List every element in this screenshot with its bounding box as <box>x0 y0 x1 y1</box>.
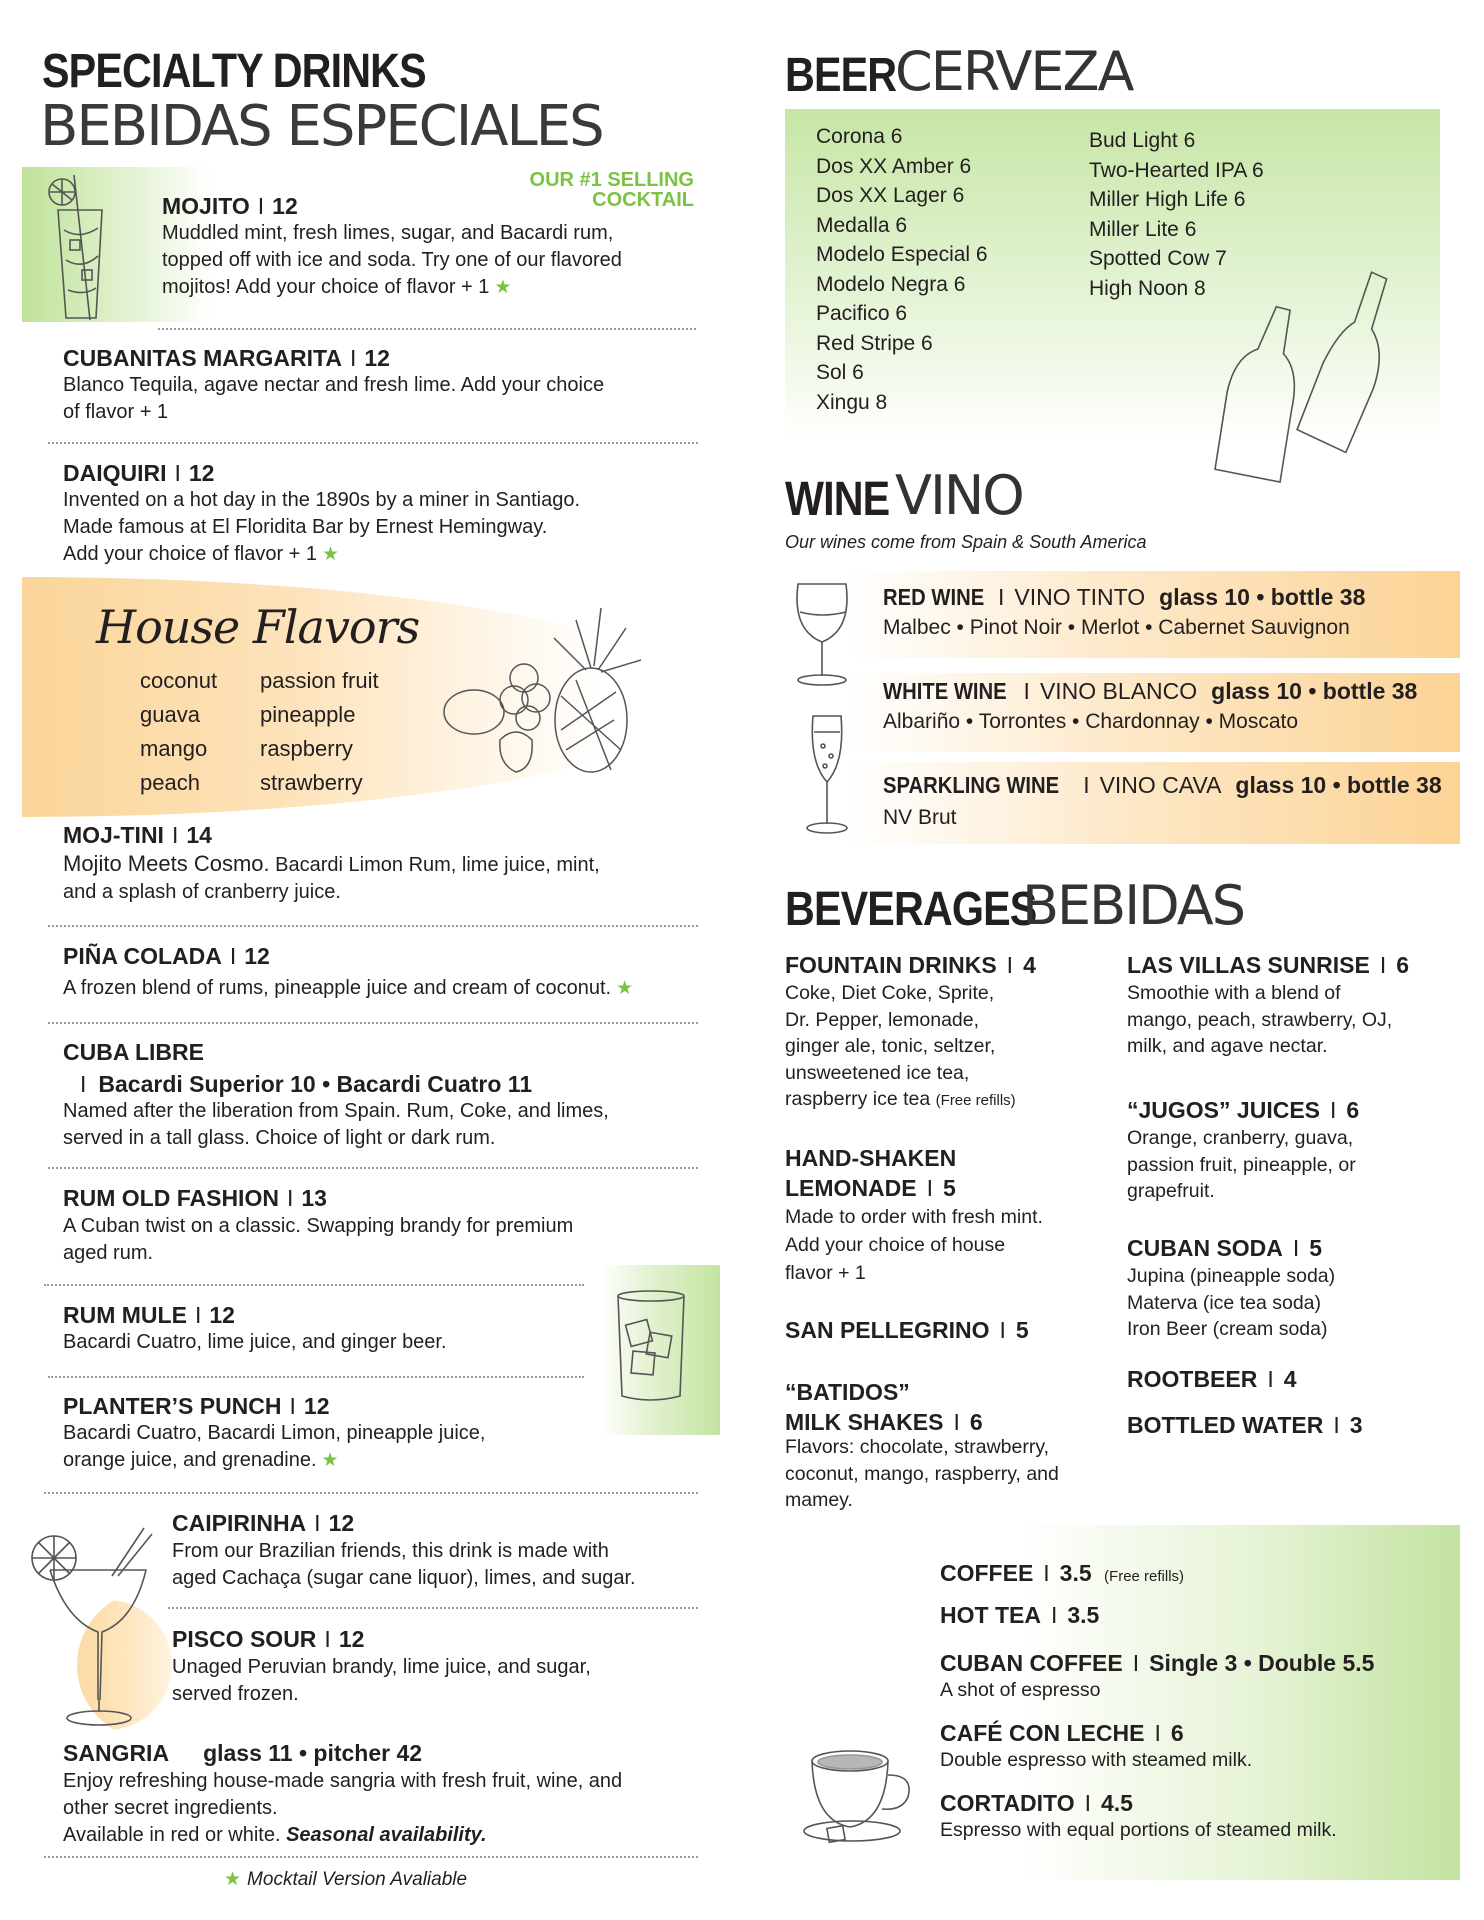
mocktail-star-icon: ★ <box>322 544 340 565</box>
rum-mule-name: RUM MULE I 12 <box>63 1302 235 1328</box>
coffee-cup-icon <box>802 1745 922 1855</box>
mocktail-star-icon: ★ <box>616 978 634 999</box>
sangria-name: SANGRIA glass 11 • pitcher 42 <box>63 1740 423 1766</box>
specialty-title-en: SPECIALTY DRINKS <box>42 45 426 98</box>
mocktail-note: ★ Mocktail Version Avaliable <box>224 1869 468 1890</box>
best-seller-badge <box>510 170 694 210</box>
fountain-drinks-desc: Coke, Diet Coke, Sprite, Dr. Pepper, lemonade, ginger ale, tonic, seltzer, unsweetened ice tea, raspberry ice tea (Free refills) <box>785 982 1016 1110</box>
rum-mule-desc: Bacardi Cuatro, lime juice, and ginger beer. <box>63 1331 447 1353</box>
milk-shakes-desc: Flavors: chocolate, strawberry, coconut, mango, raspberry, and mamey. <box>785 1436 1059 1511</box>
beer-bottles-icon <box>1205 255 1395 485</box>
cubanitas-name: CUBANITAS MARGARITA I 12 <box>63 345 390 371</box>
divider <box>48 925 698 927</box>
jugos-desc: Orange, cranberry, guava, passion fruit, pineapple, or grapefruit. <box>1127 1127 1356 1202</box>
beer-title-en: BEER <box>785 49 897 102</box>
cortadito-desc: Espresso with equal portions of steamed milk. <box>940 1819 1337 1841</box>
badge-line-1: OUR #1 SELLING <box>529 169 694 191</box>
mojito-desc: Muddled mint, fresh limes, sugar, and Bacardi rum, topped off with ice and soda. Try one of our flavored mojitos! Add your choice of flavor + 1 ★ <box>162 220 702 301</box>
cafe-con-leche-name: CAFÉ CON LECHE I 6 <box>940 1720 1184 1746</box>
beer-title-es: CERVEZA <box>895 40 1133 103</box>
mocktail-star-icon: ★ <box>494 277 512 298</box>
cubanitas-desc: Blanco Tequila, agave nectar and fresh lime. Add your choice of flavor + 1 <box>63 374 605 423</box>
san-pellegrino-name: SAN PELLEGRINO I 5 <box>785 1317 1029 1343</box>
coffee-name: COFFEE I 3.5 (Free refills) <box>940 1560 1185 1586</box>
wine-title-es: VINO <box>895 464 1023 527</box>
cortadito-name: CORTADITO I 4.5 <box>940 1790 1133 1816</box>
divider <box>44 1284 584 1286</box>
daiquiri-name: DAIQUIRI I 12 <box>63 460 215 486</box>
mojito-name: MOJITO I 12 <box>162 193 298 219</box>
beer-list-1: Corona 6 Dos XX Amber 6 Dos XX Lager 6 Medalla 6 Modelo Especial 6 Modelo Negra 6 Pacifico 6 Red Stripe 6 Sol 6 Xingu 8 <box>816 125 988 414</box>
badge-line-2: COCKTAIL <box>592 189 694 211</box>
mocktail-star-icon: ★ <box>321 1450 339 1471</box>
mojito-glass-icon <box>44 170 114 325</box>
jugos-name: “JUGOS” JUICES I 6 <box>1127 1097 1360 1123</box>
divider <box>48 1022 698 1024</box>
old-fashion-name: RUM OLD FASHION I 13 <box>63 1185 327 1211</box>
fruit-illustration-icon <box>436 600 656 780</box>
wine-subtitle: Our wines come from Spain & South America <box>785 532 1147 552</box>
flavors-col-1: coconut guava mango peach <box>140 668 218 795</box>
divider <box>48 1376 584 1378</box>
lemonade-name: HAND-SHAKEN LEMONADE I 5 <box>785 1145 957 1201</box>
specialty-title-es: BEBIDAS ESPECIALES <box>40 94 603 159</box>
mojtini-desc: Mojito Meets Cosmo. Bacardi Limon Rum, lime juice, mint, and a splash of cranberry juice. <box>63 851 600 903</box>
cuba-libre-price: I Bacardi Superior 10 • Bacardi Cuatro 11 <box>80 1071 533 1097</box>
cuba-libre-name: CUBA LIBRE <box>63 1039 204 1065</box>
divider <box>44 1856 698 1858</box>
pina-colada-desc: A frozen blend of rums, pineapple juice and cream of coconut. ★ <box>63 975 723 1002</box>
caipirinha-name: CAIPIRINHA I 12 <box>172 1510 355 1536</box>
mojtini-name: MOJ-TINI I 14 <box>63 822 212 848</box>
beverages-title-es: BEBIDAS <box>1022 874 1244 937</box>
cafe-con-leche-desc: Double espresso with steamed milk. <box>940 1749 1253 1771</box>
beer-list-2: Bud Light 6 Two-Hearted IPA 6 Miller High Life 6 Miller Lite 6 Spotted Cow 7 High Noon 8 <box>1089 129 1264 300</box>
caipirinha-desc: From our Brazilian friends, this drink is made with aged Cachaça (sugar cane liquor), limes, and sugar. <box>172 1540 636 1589</box>
daiquiri-desc: Invented on a hot day in the 1890s by a miner in Santiago. Made famous at El Floridita Bar by Ernest Hemingway. Add your choice of flavor + 1 ★ <box>63 487 703 568</box>
divider <box>44 1492 698 1494</box>
cocktail-glass-icon <box>26 1520 156 1735</box>
divider <box>48 442 698 444</box>
sunrise-name: LAS VILLAS SUNRISE I 6 <box>1127 952 1409 978</box>
cuban-coffee-desc: A shot of espresso <box>940 1679 1101 1701</box>
cuban-coffee-name: CUBAN COFFEE I Single 3 • Double 5.5 <box>940 1650 1375 1676</box>
divider <box>48 1167 698 1169</box>
pisco-sour-desc: Unaged Peruvian brandy, lime juice, and sugar, served frozen. <box>172 1656 591 1705</box>
rocks-glass-icon <box>612 1288 692 1408</box>
sangria-desc: Enjoy refreshing house-made sangria with fresh fruit, wine, and other secret ingredients. Available in red or white. Seasonal availability. <box>63 1770 623 1846</box>
flavors-col-2: passion fruit pineapple raspberry strawberry <box>260 668 379 795</box>
champagne-glass-icon <box>805 712 851 838</box>
pina-colada-name: PIÑA COLADA I 12 <box>63 943 270 969</box>
lemonade-desc: Made to order with fresh mint. Add your choice of house flavor + 1 <box>785 1206 1043 1284</box>
pisco-sour-name: PISCO SOUR I 12 <box>172 1626 365 1652</box>
rootbeer-name: ROOTBEER I 4 <box>1127 1366 1297 1392</box>
planters-punch-desc: Bacardi Cuatro, Bacardi Limon, pineapple juice, orange juice, and grenadine. ★ <box>63 1420 603 1474</box>
cuban-soda-desc: Jupina (pineapple soda) Materva (ice tea soda) Iron Beer (cream soda) <box>1127 1265 1336 1340</box>
sparkling-wine-list: NV Brut <box>883 806 957 829</box>
bottled-water-name: BOTTLED WATER I 3 <box>1127 1412 1363 1438</box>
sparkling-wine-header: SPARKLING WINE I VINO CAVA glass 10 • bottle 38 <box>883 772 1442 798</box>
hot-tea-name: HOT TEA I 3.5 <box>940 1602 1100 1628</box>
white-wine-header: WHITE WINE I VINO BLANCO glass 10 • bottle 38 <box>883 678 1418 704</box>
milk-shakes-name: “BATIDOS” MILK SHAKES I 6 <box>785 1379 983 1435</box>
red-wine-glass-icon <box>790 580 856 688</box>
mocktail-star-icon: ★ <box>224 1869 242 1890</box>
red-wine-list: Malbec • Pinot Noir • Merlot • Cabernet Sauvignon <box>883 616 1350 639</box>
cuban-soda-name: CUBAN SODA I 5 <box>1127 1235 1323 1261</box>
wine-title-en: WINE <box>785 473 890 526</box>
divider <box>158 328 696 330</box>
old-fashion-desc: A Cuban twist on a classic. Swapping brandy for premium aged rum. <box>63 1215 574 1264</box>
sunrise-desc: Smoothie with a blend of mango, peach, strawberry, OJ, milk, and agave nectar. <box>1127 982 1393 1057</box>
fountain-drinks-name: FOUNTAIN DRINKS I 4 <box>785 952 1036 978</box>
divider <box>168 1607 698 1609</box>
cuba-libre-desc: Named after the liberation from Spain. Rum, Coke, and limes, served in a tall glass. Choice of light or dark rum. <box>63 1100 609 1149</box>
beverages-title-en: BEVERAGES <box>785 883 1037 936</box>
white-wine-list: Albariño • Torrontes • Chardonnay • Moscato <box>883 710 1299 733</box>
planters-punch-name: PLANTER’S PUNCH I 12 <box>63 1393 330 1419</box>
red-wine-header: RED WINE I VINO TINTO glass 10 • bottle 38 <box>883 584 1366 610</box>
house-flavors-title: House Flavors <box>96 600 420 654</box>
